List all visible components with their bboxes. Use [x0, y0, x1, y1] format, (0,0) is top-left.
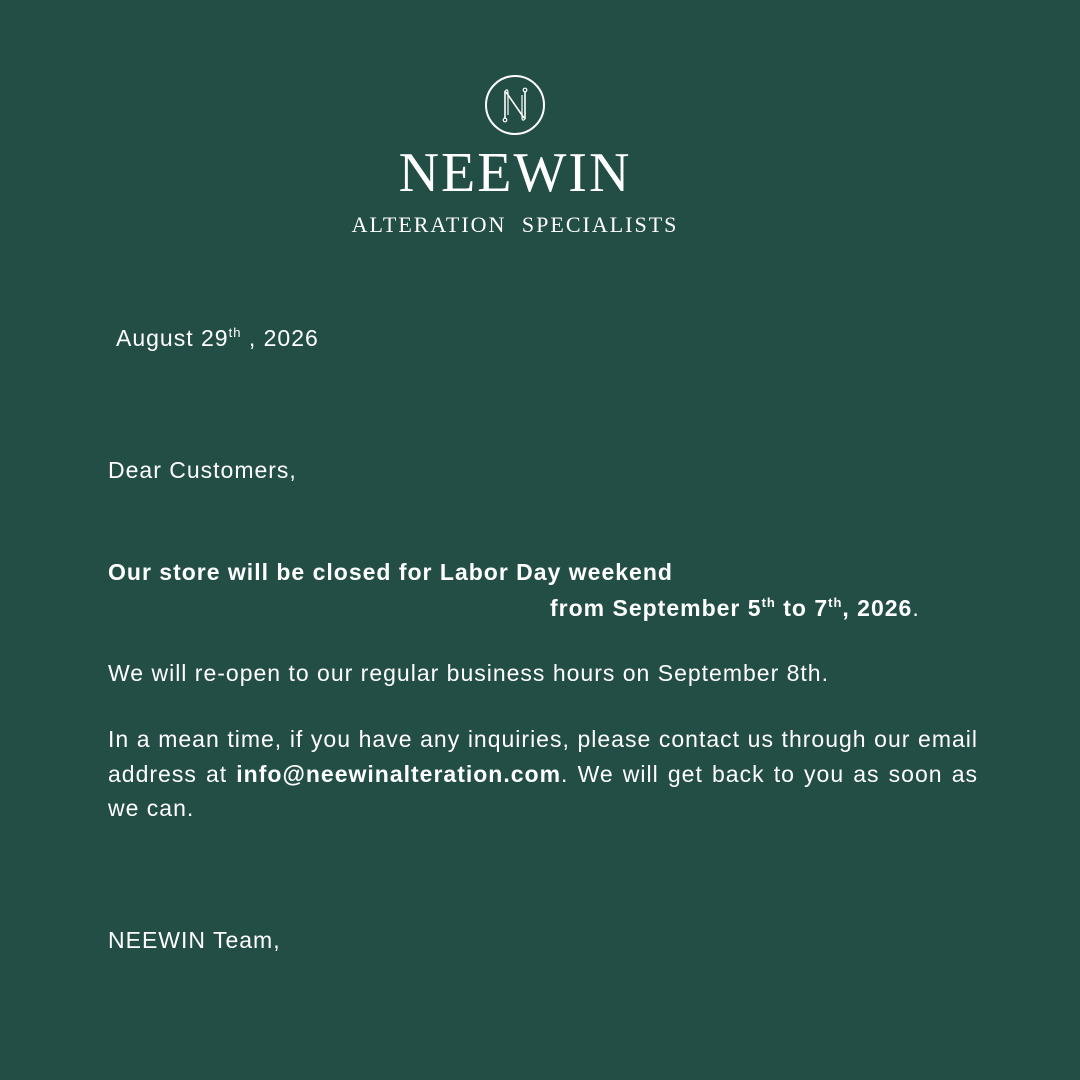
brand-name: NEEWIN — [398, 142, 632, 204]
closure-dates — [550, 591, 920, 625]
reopen-notice: We will re-open to our regular business hours on September 8th. — [108, 660, 829, 686]
closure-period: . — [912, 595, 920, 621]
closure-from-suffix: th — [761, 595, 776, 610]
closure-from: from September 5 — [550, 595, 762, 621]
closure-announcement: Our store will be closed for Labor Day weekend — [108, 559, 673, 585]
inquiry-paragraph — [108, 722, 978, 826]
inquiry-text-before: In a mean time, if you have any inquiries, please contact us through our email address at — [108, 726, 978, 787]
closure-year: , 2026 — [842, 595, 913, 621]
date-suffix: th — [228, 325, 242, 340]
closure-to: to 7 — [775, 595, 829, 621]
date-year: , 2026 — [241, 325, 319, 351]
inquiry-text-after: . We will get back to you as soon as we can. — [108, 760, 978, 821]
safety-pin-monogram-icon — [484, 74, 546, 136]
contact-email[interactable]: info@neewinalteration.com — [236, 760, 562, 787]
brand-tagline: ALTERATION SPECIALISTS — [351, 212, 679, 237]
letter-signoff: NEEWIN Team, — [108, 927, 281, 953]
letter-greeting: Dear Customers, — [108, 457, 297, 483]
date-month-day: August 29 — [116, 325, 229, 351]
letter-date — [116, 321, 319, 355]
closure-to-suffix: th — [828, 595, 843, 610]
